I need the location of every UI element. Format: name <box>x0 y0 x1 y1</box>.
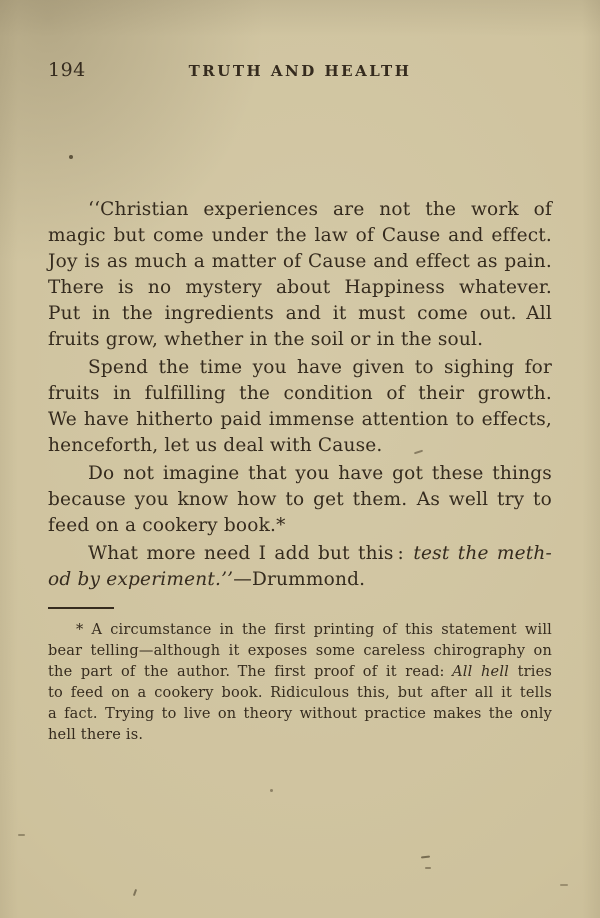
footnote-line: a fact. Trying to live on theory without practice makes the only <box>48 706 552 722</box>
paper-speck <box>560 884 568 886</box>
italic-text-segment: test the meth- <box>413 543 552 564</box>
text-line: fruits in fulfilling the condition of their growth. <box>48 383 552 404</box>
text-line: Put in the ingredients and it must come out. All <box>48 303 552 324</box>
text-line: ‘‘Christian experiences are not the work of <box>88 199 552 220</box>
text-line: Do not imagine that you have got these things <box>88 463 552 484</box>
footnote-rule <box>48 607 114 609</box>
text-line <box>48 541 552 567</box>
footnote <box>48 620 552 746</box>
text-line: There is no mystery about Happiness whatever. <box>48 277 552 298</box>
text-line: because you know how to get them. As well try to <box>48 489 552 510</box>
paper-speck <box>133 889 137 896</box>
footnote-line: * A circumstance in the first printing of this statement will <box>76 622 552 638</box>
text-line: Joy is as much a matter of Cause and effect as pain. <box>48 251 552 272</box>
paragraph-3 <box>48 461 552 539</box>
text-line: We have hitherto paid immense attention to effects, <box>48 409 552 430</box>
paper-speck <box>425 867 431 869</box>
paper-speck <box>69 155 73 159</box>
text-segment: tries <box>509 664 553 680</box>
paper-speck <box>18 834 25 836</box>
text-segment: —Drummond. <box>233 569 366 590</box>
paragraph-2 <box>48 355 552 459</box>
running-head: TRUTH AND HEALTH <box>188 62 412 80</box>
footnote-line: bear telling—although it exposes some careless chirography on <box>48 643 552 659</box>
text-line <box>48 567 552 593</box>
footnote-line: hell there is. <box>48 727 144 743</box>
italic-text-segment: od by experiment.’’ <box>48 569 234 590</box>
text-line: fruits grow, whether in the soil or in the soul. <box>48 329 484 350</box>
paper-speck <box>421 856 430 859</box>
paper-speck <box>270 789 273 792</box>
page-body <box>48 197 552 593</box>
page-number: 194 <box>48 59 86 81</box>
text-segment: the part of the author. The first proof of it read: <box>48 664 453 680</box>
paragraph-4 <box>48 541 552 593</box>
italic-text-segment: All hell <box>452 664 510 680</box>
text-line: magic but come under the law of Cause and effect. <box>48 225 552 246</box>
paragraph-1 <box>48 197 552 353</box>
text-segment: What more need I add but this : <box>88 543 414 564</box>
text-line: Spend the time you have given to sighing for <box>88 357 552 378</box>
footnote-line <box>48 662 552 683</box>
text-line: henceforth, let us deal with Cause. <box>48 435 383 456</box>
text-line: feed on a cookery book.* <box>48 515 286 536</box>
footnote-line: to feed on a cookery book. Ridiculous this, but after all it tells <box>48 685 552 701</box>
